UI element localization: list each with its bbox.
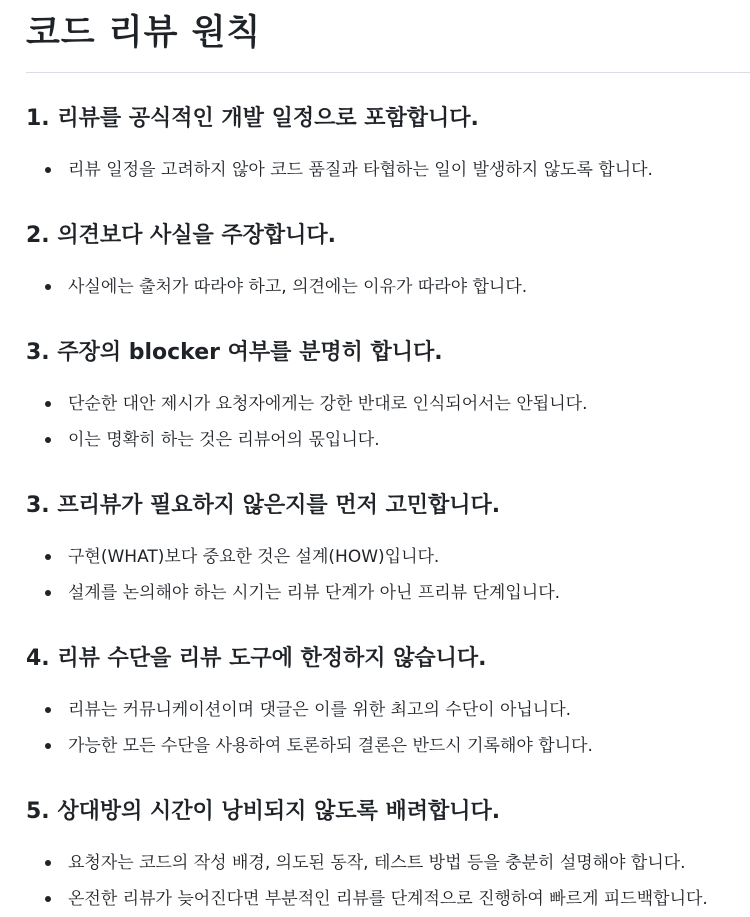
bullet-list (26, 386, 750, 458)
section-3 (26, 334, 750, 458)
list-item-text: 이는 명확히 하는 것은 리뷰어의 몫입니다. (68, 430, 380, 450)
bullet-icon (45, 284, 51, 290)
section-2 (26, 217, 750, 305)
list-item-text: 리뷰 일정을 고려하지 않아 코드 품질과 타협하는 일이 발생하지 않도록 합니다. (68, 160, 653, 180)
list-item (26, 422, 750, 458)
section-heading: 2. 의견보다 사실을 주장합니다. (26, 223, 337, 248)
section-heading: 4. 리뷰 수단을 리뷰 도구에 한정하지 않습니다. (26, 646, 487, 671)
list-item-text: 요청자는 코드의 작성 배경, 의도된 동작, 테스트 방법 등을 충분히 설명해야 합니다. (68, 853, 686, 873)
list-item (26, 269, 750, 305)
bullet-icon (45, 707, 51, 713)
bullet-list (26, 692, 750, 764)
bullet-icon (45, 167, 51, 173)
list-item (26, 728, 750, 764)
bullet-icon (45, 860, 51, 866)
list-item (26, 575, 750, 611)
list-item-text: 설계를 논의해야 하는 시기는 리뷰 단계가 아닌 프리뷰 단계입니다. (68, 583, 561, 603)
list-item-text: 리뷰는 커뮤니케이션이며 댓글은 이를 위한 최고의 수단이 아닙니다. (68, 700, 572, 720)
list-item (26, 845, 750, 881)
title-divider (26, 72, 750, 73)
list-item-text: 사실에는 출처가 따라야 하고, 의견에는 이유가 따라야 합니다. (68, 277, 528, 297)
list-item (26, 386, 750, 422)
section-heading: 5. 상대방의 시간이 낭비되지 않도록 배려합니다. (26, 799, 501, 824)
bullet-icon (45, 743, 51, 749)
section-heading: 3. 프리뷰가 필요하지 않은지를 먼저 고민합니다. (26, 493, 501, 518)
list-item (26, 692, 750, 728)
bullet-list (26, 845, 750, 917)
bullet-list (26, 269, 750, 305)
bullet-icon (45, 554, 51, 560)
list-item-text: 가능한 모든 수단을 사용하여 토론하되 결론은 반드시 기록해야 합니다. (68, 736, 593, 756)
sections (26, 100, 750, 917)
list-item (26, 881, 750, 917)
page-title: 코드 리뷰 원칙 (26, 13, 262, 53)
section-1 (26, 100, 750, 188)
section-heading: 3. 주장의 blocker 여부를 분명히 합니다. (26, 340, 443, 365)
list-item-text: 온전한 리뷰가 늦어진다면 부분적인 리뷰를 단계적으로 진행하여 빠르게 피드백합니다. (68, 889, 708, 909)
bullet-icon (45, 437, 51, 443)
section-heading: 1. 리뷰를 공식적인 개발 일정으로 포함합니다. (26, 106, 479, 131)
list-item (26, 539, 750, 575)
bullet-list (26, 152, 750, 188)
list-item-text: 구현(WHAT)보다 중요한 것은 설계(HOW)입니다. (68, 547, 440, 567)
bullet-icon (45, 401, 51, 407)
section-6 (26, 793, 750, 917)
list-item (26, 152, 750, 188)
list-item-text: 단순한 대안 제시가 요청자에게는 강한 반대로 인식되어서는 안됩니다. (68, 394, 588, 414)
bullet-icon (45, 896, 51, 902)
section-5 (26, 640, 750, 764)
section-4 (26, 487, 750, 611)
bullet-icon (45, 590, 51, 596)
bullet-list (26, 539, 750, 611)
